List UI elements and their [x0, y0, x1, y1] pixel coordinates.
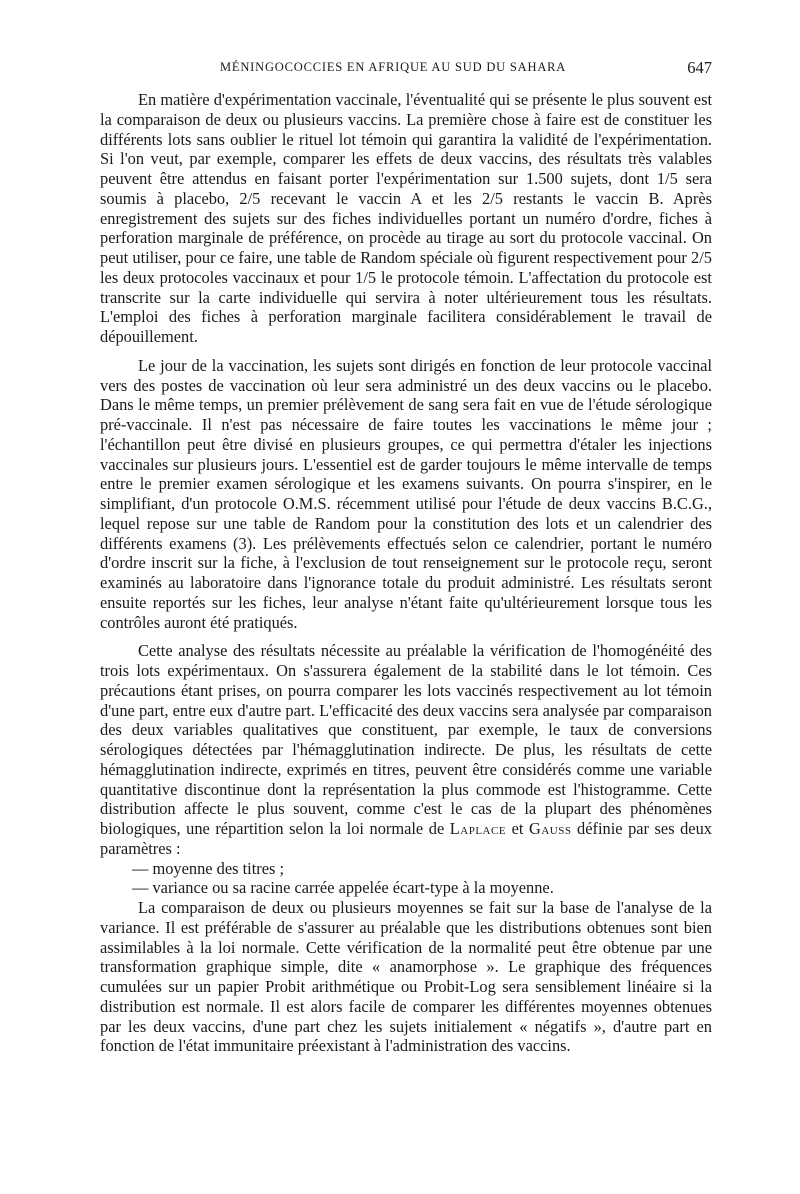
- list-item-mean: — moyenne des titres ;: [132, 858, 285, 878]
- page-number: 647: [687, 58, 712, 77]
- running-title: MÉNINGOCOCCIES EN AFRIQUE AU SUD DU SAHARA: [220, 60, 567, 74]
- author-name-laplace: Laplace: [449, 819, 507, 838]
- body-text: [100, 90, 712, 1056]
- list-item-variance: — variance ou sa racine carrée appelée écart-type à la moyenne.: [132, 878, 554, 898]
- paragraph-vaccination-day: Le jour de la vaccination, les sujets sont dirigés en fonction de leur protocole vaccinal vers des postes de vaccination où leur sera administré un des deux vaccins ou le placebo. Dans le même temps, un premier prélèvement de sang sera fait en vue de l'étude sérologique pré-vaccinale. Il n'est pas nécessaire de faire toutes les vaccinations le même jour ; l'échantillon peut être divisé en plusieurs groupes, ce qui permettra d'étaler les injections vaccinales sur plusieurs jours. L'essentiel est de garder toujours le même intervalle de temps entre le premier examen sérologique et les examens suivants. On pourra s'inspirer, en le simplifiant, d'un protocole O.M.S. récemment utilisé pour l'étude de deux vaccins B.C.G., lequel repose sur une table de Random pour la constitution des lots et un calendrier des différents examens (3). Les prélèvements effectués selon ce calendrier, portant le numéro d'ordre inscrit sur la fiche, à l'exclusion de tout renseignement sur le protocole reçu, seront examinés au laboratoire dans l'ignorance totale du produit administré. Les résultats seront ensuite reportés sur les fiches, leur analyse n'étant faite qu'ultérieurement lorsque tous les contrôles auront été pratiqués.: [100, 355, 712, 632]
- paragraph-results-analysis: [100, 641, 712, 858]
- conjunction: et: [511, 819, 524, 838]
- paragraph-variance-analysis: La comparaison de deux ou plusieurs moyennes se fait sur la base de l'analyse de la variance. Il est préférable de s'assurer au préalable que les distributions obtenues sont bien assimilables à la loi normale. Cette vérification de la normalité peut être obtenue par une transformation graphique simple, dite « anamorphose ». Le graphique des fréquences cumulées sur un papier Probit arithmétique ou Probit-Log sera sensiblement linéaire si la distribution est normale. Il est alors facile de comparer les différentes moyennes obtenues par les deux vaccins, d'une part chez les sujets initialement « négatifs », d'autre part en fonction de l'état immunitaire préexistant à l'administration des vaccins.: [100, 898, 712, 1056]
- paragraph-vaccine-comparison: En matière d'expérimentation vaccinale, l'éventualité qui se présente le plus souvent est la comparaison de deux ou plusieurs vaccins. La première chose à faire est de constituer les différents lots sans oublier le rituel lot témoin qui garantira la validité de l'expérimentation. Si l'on veut, par exemple, comparer les effets de deux vaccins, des résultats très valables peuvent être attendus en faisant porter l'expérimentation sur 1.500 sujets, dont 1/5 sera soumis à placebo, 2/5 recevant le vaccin A et les 2/5 restants le vaccin B. Après enregistrement des sujets sur des fiches individuelles portant un numéro d'ordre, fiches à perforation marginale de préférence, on procède au tirage au sort du protocole vaccinal. On peut utiliser, pour ce faire, une table de Random spéciale où figurent respectivement pour 2/5 les deux protocoles vaccinaux et pour 1/5 le protocole témoin. L'affectation du protocole est transcrite sur la carte individuelle qui servira à noter ultérieurement tous les résultats. L'emploi des fiches à perforation marginale facilitera considérablement le travail de dépouillement.: [100, 90, 712, 346]
- author-name-gauss: Gauss: [529, 819, 572, 838]
- paragraph-text: définie par ses deux paramètres :: [100, 819, 712, 858]
- paragraph-text: Cette analyse des résultats nécessite au préalable la vérification de l'homogénéité des trois lots expérimentaux. On s'assurera également de la stabilité dans le lot témoin. Ces précautions étant prises, on pourra comparer les lots vaccinés respectivement au lot témoin d'une part, entre eux d'autre part. L'efficacité des deux vaccins sera analysée par comparaison des deux variables qualitatives que constituent, par exemple, le taux de conversions sérologiques détectées par l'hémagglutination indirecte. De plus, les résultats de cette hémagglutination indirecte, exprimés en titres, peuvent être considérés comme une variable quantitative discontinue dont la représentation la plus commode est l'histogramme. Cette distribution affecte le plus souvent, comme c'est le cas de la plupart des phénomènes biologiques, une répartition selon la loi normale de: [100, 641, 712, 838]
- page-header: [100, 58, 712, 80]
